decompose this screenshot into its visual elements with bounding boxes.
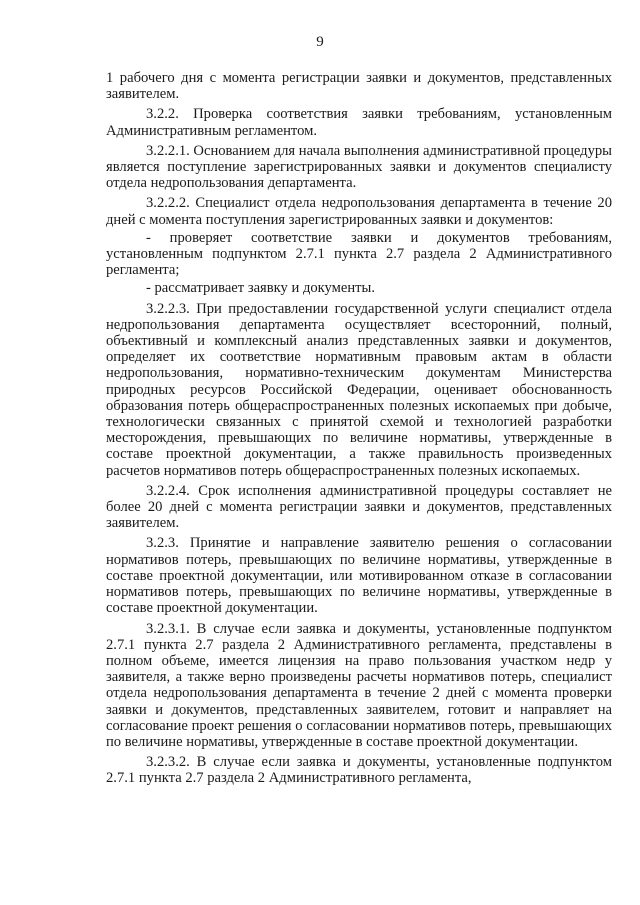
paragraph-10: 3.2.3.1. В случае если заявка и документы, установленные подпунктом 2.7.1 пункта 2.7 раздела 2 Административного регламента, представлены в полном объеме, имеется лицензия на право пользования участком недр у заявителя, а также верно произведены расчеты нормативов потерь, специалист отдела недропользования департамента в течение 2 дней с момента проверки заявки и документов, представленных заявителем, готовит и направляет на согласование проект решения о согласовании нормативов потерь, превышающих по величине нормативы, утвержденные в составе проектной документации. [106, 620, 612, 750]
page-number: 9 [316, 34, 324, 50]
paragraph-3: 3.2.2.1. Основанием для начала выполнения административной процедуры является поступление зарегистрированных заявки и документов специалисту отдела недропользования департамента. [106, 142, 612, 192]
paragraph-6: - рассматривает заявку и документы. [146, 280, 376, 297]
paragraph-11: 3.2.3.2. В случае если заявка и документы, установленные подпунктом 2.7.1 пункта 2.7 раздела 2 Административного регламента, [106, 754, 612, 787]
paragraph-8: 3.2.2.4. Срок исполнения административной процедуры составляет не более 20 дней с момента регистрации заявки и документов, представленных заявителем. [106, 482, 612, 532]
document-body [106, 70, 612, 791]
paragraph-5: - проверяет соответствие заявки и документов требованиям, установленным подпунктом 2.7.1 пункта 2.7 раздела 2 Административного регламента; [106, 229, 612, 279]
paragraph-2: 3.2.2. Проверка соответствия заявки требованиям, установленным Административным регламентом. [106, 106, 612, 139]
paragraph-1: 1 рабочего дня с момента регистрации заявки и документов, представленных заявителем. [106, 70, 612, 103]
paragraph-9: 3.2.3. Принятие и направление заявителю решения о согласовании нормативов потерь, превышающих по величине нормативы, утвержденные в составе проектной документации, или мотивированном отказе в согласовании нормативов потерь, превышающих по величине нормативы, утвержденные в составе проектной документации. [106, 535, 612, 617]
paragraph-4: 3.2.2.2. Специалист отдела недропользования департамента в течение 20 дней с момента поступления зарегистрированных заявки и документов: [106, 195, 612, 228]
paragraph-7: 3.2.2.3. При предоставлении государственной услуги специалист отдела недропользования департамента осуществляет всесторонний, полный, объективный и комплексный анализ представленных заявки и документов, определяет их соответствие нормативным правовым актам в области недропользования, нормативно-техническим документам Министерства природных ресурсов Российской Федерации, оценивает обоснованность образования потерь общераспространенных полезных ископаемых при добыче, технологически связанных с принятой схемой и технологией разработки месторождения, превышающих по величине нормативы, утвержденные в составе проектной документации, а также правильность произведенных расчетов нормативов потерь общераспространенных полезных ископаемых. [106, 300, 612, 479]
